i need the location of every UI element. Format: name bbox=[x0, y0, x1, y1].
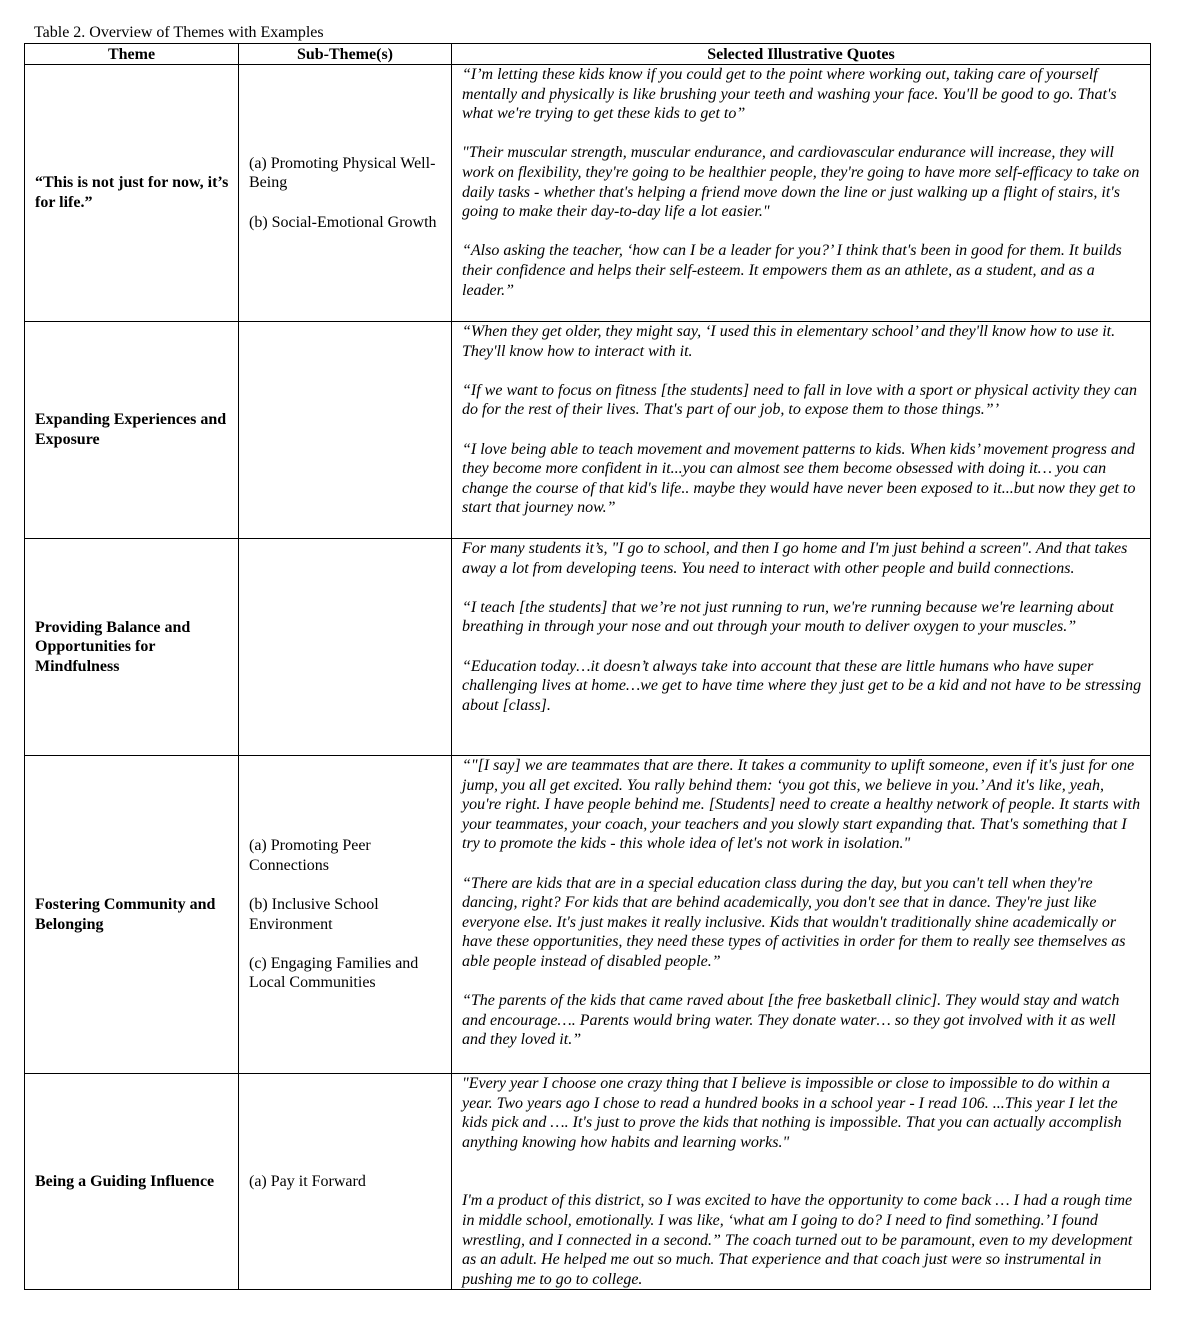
themes-table bbox=[24, 43, 1151, 1290]
quote: “Also asking the teacher, ‘how can I be a leader for you?’ I think that's been in good for them. It builds their confidence and helps their self-esteem. It empowers them as an athlete, as a student, and as a leader.” bbox=[462, 242, 1122, 299]
quote: “I’m letting these kids know if you could get to the point where working out, taking care of yourself mentally and physically is like brushing your teeth and washing your face. You'll be good to go. That's what we're trying to get these kids to get to” bbox=[462, 66, 1117, 123]
header-subthemes: Sub-Theme(s) bbox=[239, 44, 452, 65]
quote: “I teach [the students] that we’re not just running to run, we're running because we're learning about breathing in through your nose and out through your mouth to deliver oxygen to your muscles.” bbox=[462, 598, 1114, 636]
subtheme-cell bbox=[239, 322, 452, 539]
table-header-row bbox=[25, 44, 1151, 65]
table-row bbox=[25, 322, 1151, 539]
quote: I'm a product of this district, so I was excited to have the opportunity to come back … I had a rough time in middle school, emotionally. I was like, ‘what am I going to do? I need to find something.’ I found wrestling, and I connected in a second.” The coach turned out to be paramount, even to my development as an adult. He helped me out so much. That experience and that coach just were so instrumental in pushing me to go to college. bbox=[462, 1192, 1133, 1288]
subtheme-cell bbox=[239, 539, 452, 756]
quotes-cell bbox=[452, 539, 1151, 756]
quote: "Every year I choose one crazy thing that I believe is impossible or close to impossible to do within a year. Two years ago I chose to read a hundred books in a school year - I read 106. ...This year I let the kids pick and …. It's just to prove the kids that nothing is impossible. That you can actually accomplish anything knowing how habits and learning works." bbox=[462, 1075, 1122, 1151]
table-row bbox=[25, 1074, 1151, 1290]
subtheme: (c) Engaging Families and Local Communities bbox=[249, 954, 419, 992]
theme-cell: Expanding Experiences and Exposure bbox=[25, 322, 239, 539]
quotes-cell bbox=[452, 322, 1151, 539]
quote: “Education today…it doesn’t always take into account that these are little humans who have super challenging lives at home…we get to have time where they just get to be a kid and not have to be stressing about [class]. bbox=[462, 657, 1142, 714]
subtheme: (a) Pay it Forward bbox=[249, 1172, 366, 1190]
table-row bbox=[25, 756, 1151, 1074]
quotes-cell bbox=[452, 1074, 1151, 1290]
subtheme: (a) Promoting Peer Connections bbox=[249, 837, 371, 874]
table-caption: Table 2. Overview of Themes with Examples bbox=[34, 24, 324, 41]
quote: “There are kids that are in a special education class during the day, but you can't tell when they're dancing, right? For kids that are behind academically, you don't see that in dance. They're just like everyone else. It's just makes it really inclusive. Kids that wouldn't traditionally shine academically or have these opportunities, they need these types of activities in order for them to really see themselves as able people instead of disabled people.” bbox=[462, 874, 1126, 970]
quotes-cell bbox=[452, 65, 1151, 322]
quote: “When they get older, they might say, ‘I used this in elementary school’ and they'll know how to use it. They'll know how to interact with it. bbox=[462, 323, 1116, 360]
subtheme: (b) Social-Emotional Growth bbox=[249, 213, 437, 231]
quote: “"[I say] we are teammates that are there. It takes a community to uplift someone, even if it's just for one jump, you all get excited. You rally behind them: ‘you got this, we believe in you.’ And it's like, yeah, you're right. I have people behind me. [Students] need to create a healthy network of people. It starts with your teammates, your coach, your teachers and you slowly start expanding that. That's something that I try to promote the kids - this whole idea of let's not work in isolation." bbox=[462, 757, 1141, 853]
quote: “I love being able to teach movement and movement patterns to kids. When kids’ movement progress and they become more confident in it...you can almost see them become obsessed with doing it… you can change the course of that kid's life.. maybe they would have never been exposed to it...but now they get to start that journey now.” bbox=[462, 440, 1136, 517]
quote: “The parents of the kids that came raved about [the free basketball clinic]. They would stay and watch and encourage…. Parents would bring water. They donate water… so they got involved with it as well and they loved it.” bbox=[462, 992, 1120, 1049]
table-row bbox=[25, 539, 1151, 756]
header-quotes: Selected Illustrative Quotes bbox=[452, 44, 1151, 65]
subtheme-cell bbox=[239, 65, 452, 322]
quotes-cell bbox=[452, 756, 1151, 1074]
theme-cell: Fostering Community and Belonging bbox=[25, 756, 239, 1074]
theme-cell: Being a Guiding Influence bbox=[25, 1074, 239, 1290]
subtheme: (a) Promoting Physical Well-Being bbox=[249, 154, 436, 192]
subtheme-cell bbox=[239, 756, 452, 1074]
theme-cell: “This is not just for now, it’s for life.” bbox=[25, 65, 239, 322]
header-theme: Theme bbox=[25, 44, 239, 65]
quote: “If we want to focus on fitness [the students] need to fall in love with a sport or physical activity they can do for the rest of their lives. That's part of our job, to expose them to those things.”’ bbox=[462, 381, 1138, 419]
quote: For many students it’s, "I go to school, and then I go home and I'm just behind a screen". And that takes away a lot from developing teens. You need to interact with other people and build connections. bbox=[462, 540, 1128, 577]
table-row bbox=[25, 65, 1151, 322]
theme-cell: Providing Balance and Opportunities for Mindfulness bbox=[25, 539, 239, 756]
subtheme: (b) Inclusive School Environment bbox=[249, 895, 379, 933]
subtheme-cell bbox=[239, 1074, 452, 1290]
quote: "Their muscular strength, muscular endurance, and cardiovascular endurance will increase, they will work on flexibility, they're going to be healthier people, they're going to have more self-efficacy to take on daily tasks - whether that's helping a friend move down the line or just walking up a flight of stairs, it's going to make their day-to-day life a lot easier." bbox=[462, 144, 1140, 221]
